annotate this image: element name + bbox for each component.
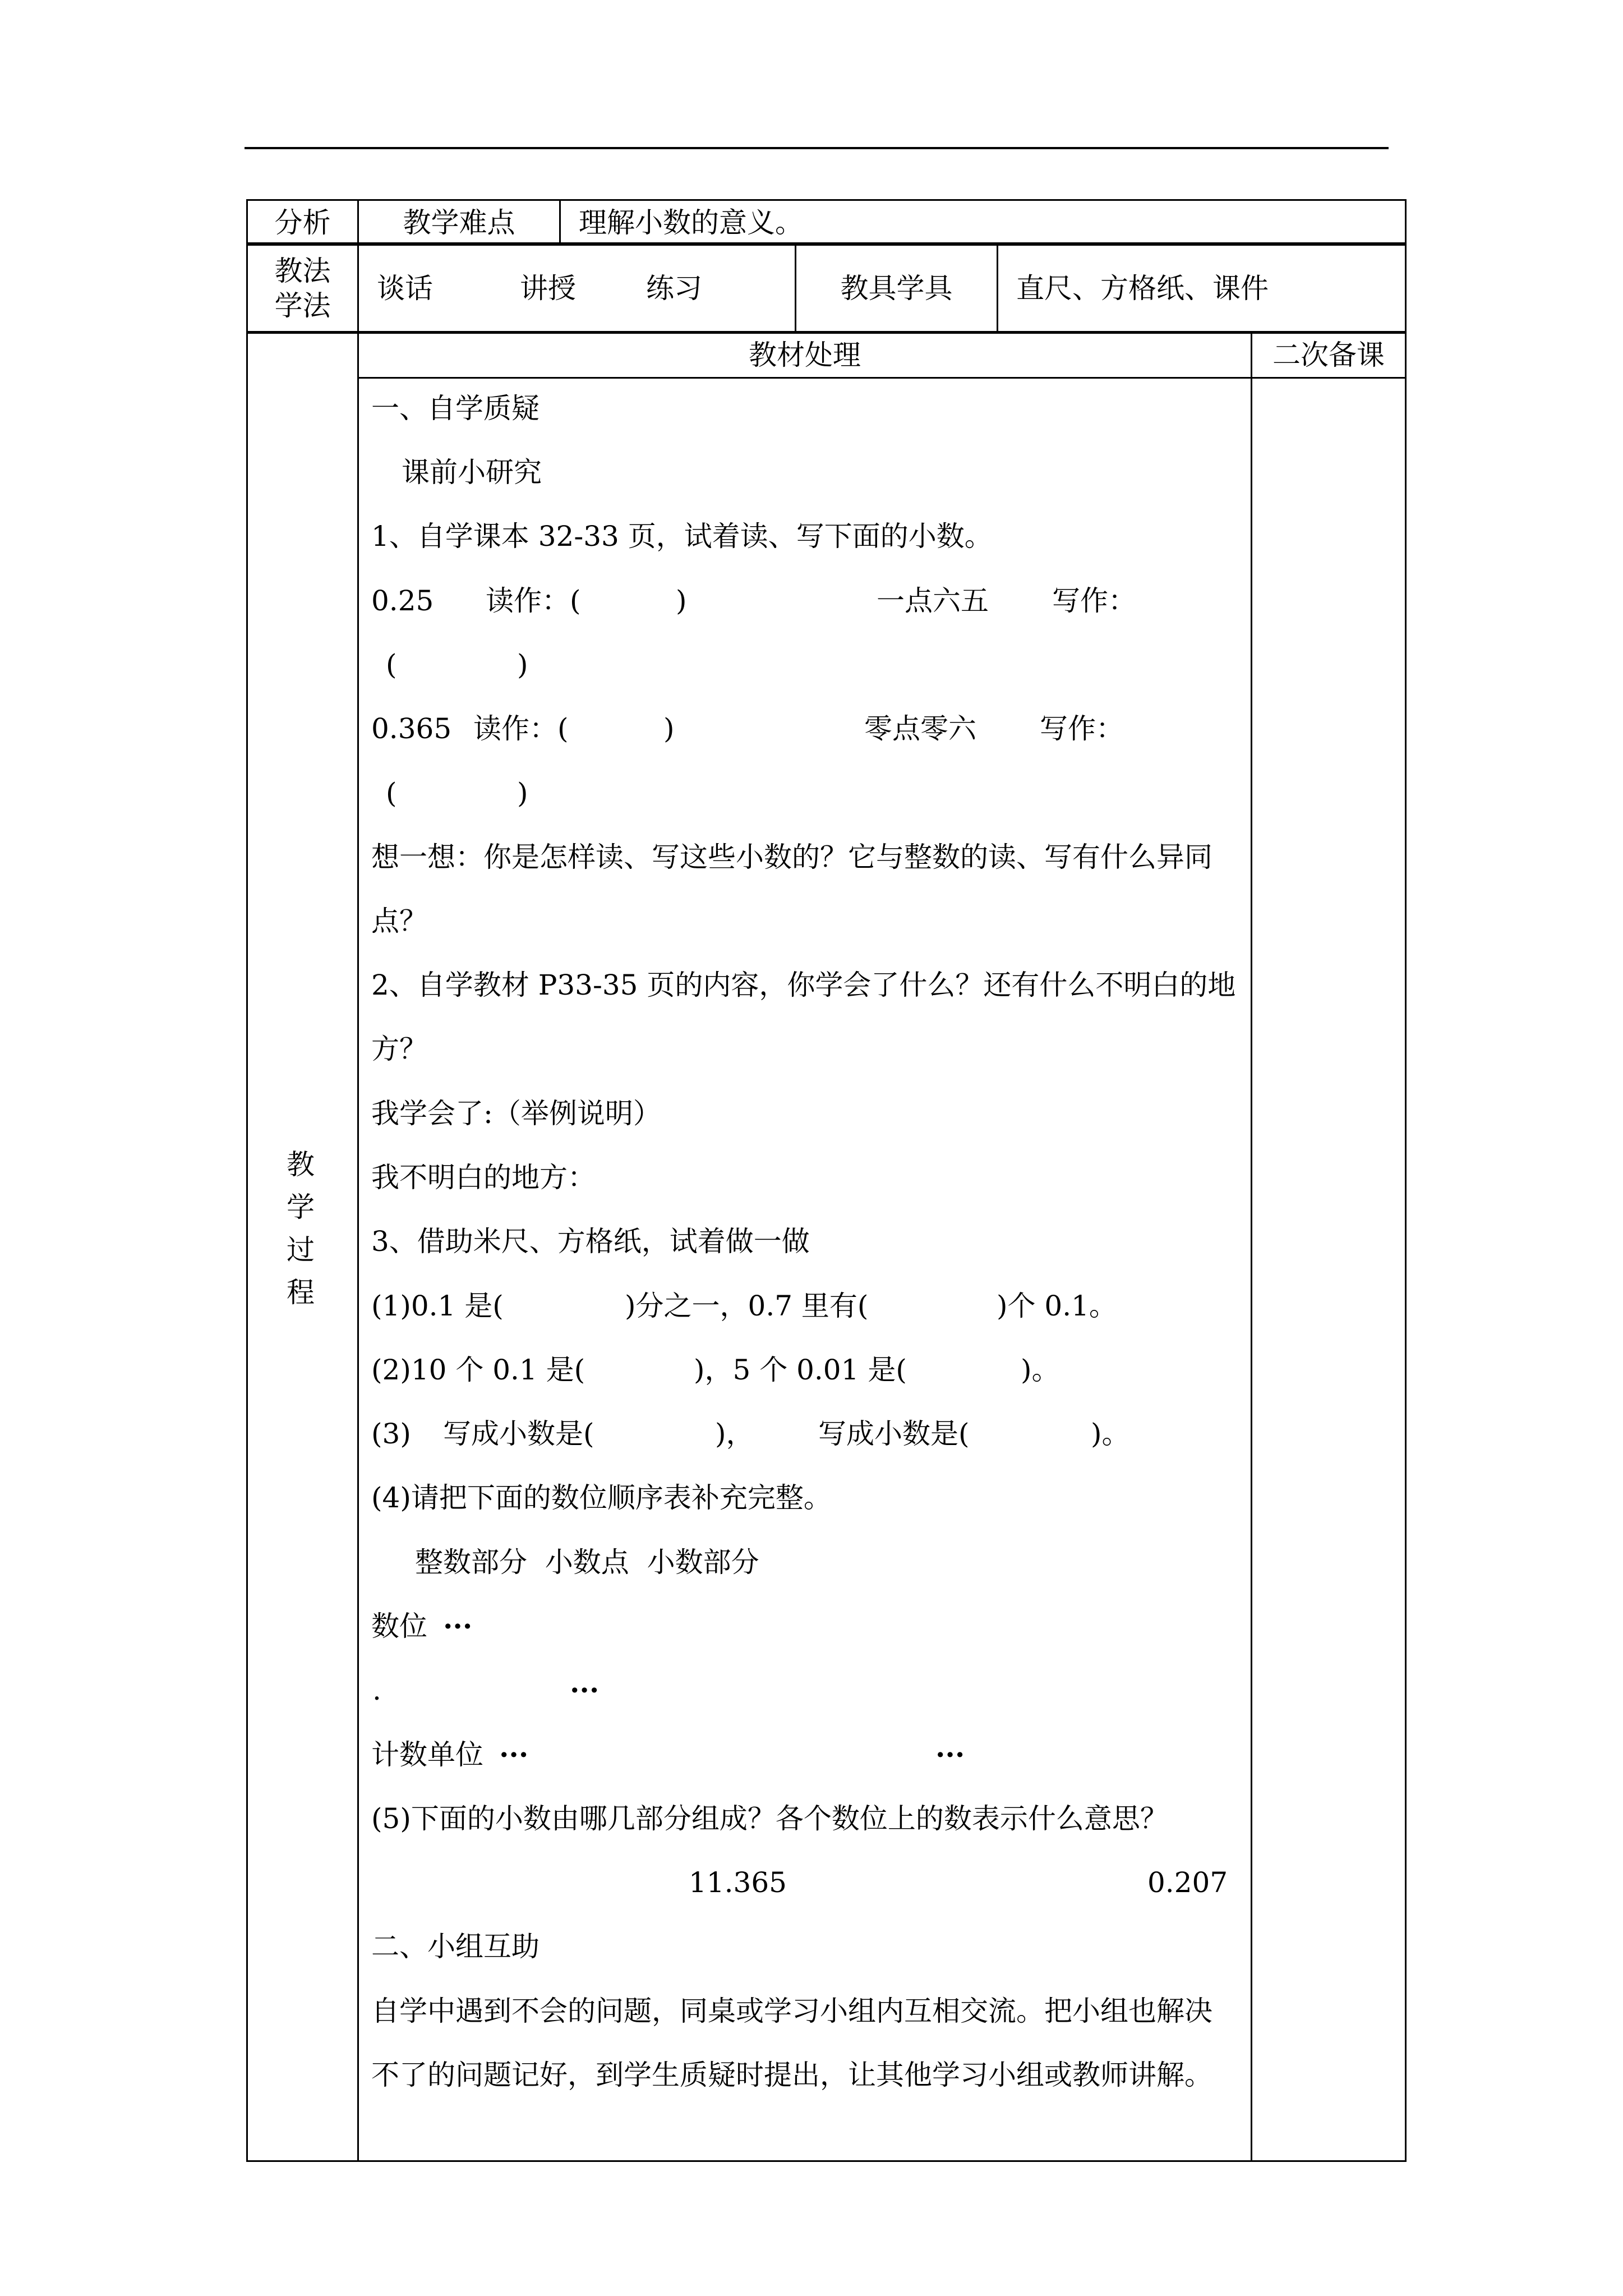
line-section2-p1: 自学中遇到不会的问题，同桌或学习小组内互相交流。把小组也解决	[371, 1995, 1212, 2027]
line-q3-3d: 写成小数是(	[818, 1418, 970, 1450]
line-think-cont: 点？	[371, 905, 427, 937]
line-q1-b-open2: (	[386, 777, 397, 809]
line-place-row-dots: ···	[443, 1609, 473, 1642]
analysis-label: 分析	[247, 200, 358, 245]
line-q3-2a: (2)10 个 0.1 是(	[371, 1354, 585, 1386]
method-talk: 谈话	[377, 272, 433, 305]
line-q3-3a: (3)	[371, 1418, 411, 1450]
method-label	[247, 243, 358, 333]
line-q1-a-read: 读作：(	[486, 585, 581, 617]
line-number-1: 11.365	[689, 1866, 787, 1899]
process-char-3: 过	[287, 1234, 315, 1266]
line-q3-1a: (1)0.1 是(	[371, 1290, 504, 1322]
line-q3-4: (4)请把下面的数位顺序表补充完整。	[371, 1481, 832, 1514]
line-q1-b-words: 零点零六	[864, 712, 976, 745]
line-unit-dots-1: ···	[499, 1738, 529, 1771]
material-content	[358, 378, 1252, 2161]
line-unit-label: 计数单位	[371, 1738, 483, 1771]
line-q1: 1、自学课本 32-33 页，试着读、写下面的小数。	[371, 520, 993, 553]
line-q1-a-close: )	[676, 585, 687, 617]
material-header: 教材处理	[358, 332, 1252, 378]
second-prep-content	[1252, 378, 1406, 2161]
line-q3-2b: )，5 个 0.01 是(	[694, 1354, 907, 1386]
line-unit-dots-2: ···	[935, 1738, 965, 1771]
process-char-4: 程	[287, 1276, 315, 1309]
process-char-2: 学	[287, 1191, 315, 1223]
method-lecture: 讲授	[520, 272, 576, 305]
line-q3-1b: )分之一，0.7 里有(	[625, 1290, 869, 1322]
line-q1-b-close2: )	[517, 777, 528, 809]
line-unclear: 我不明白的地方：	[371, 1161, 596, 1194]
row-analysis	[246, 199, 1407, 246]
line-q3-3b: 写成小数是(	[443, 1418, 594, 1450]
line-q1-b-close: )	[663, 712, 675, 745]
methods-cell	[358, 243, 796, 333]
tools-label: 教具学具	[796, 243, 998, 333]
line-number-2: 0.207	[1147, 1866, 1228, 1899]
line-q1-b-write: 写作：	[1040, 712, 1124, 745]
line-think: 想一想：你是怎样读、写这些小数的？它与整数的读、写有什么异同	[371, 841, 1212, 873]
line-q3-5: (5)下面的小数由哪几部分组成？各个数位上的数表示什么意思？	[371, 1802, 1168, 1835]
line-q1-a-num: 0.25	[371, 585, 434, 617]
line-section1-title: 一、自学质疑	[371, 392, 540, 425]
line-q1-a-write: 写作：	[1052, 585, 1136, 617]
line-section2-title: 二、小组互助	[371, 1930, 540, 1963]
line-q1-b-num: 0.365	[371, 712, 452, 745]
line-q3: 3、借助米尺、方格纸，试着做一做	[371, 1225, 810, 1258]
process-label	[284, 1143, 317, 1314]
row-methods	[246, 242, 1407, 334]
process-char-1: 教	[287, 1148, 315, 1181]
line-q2-cont: 方？	[371, 1033, 427, 1065]
method-label-line2: 学法	[274, 289, 331, 322]
difficulty-value: 理解小数的意义。	[560, 200, 1406, 245]
second-prep-header: 二次备课	[1252, 332, 1406, 378]
line-q1-a-close2: )	[517, 648, 528, 681]
line-q1-a-open2: (	[386, 648, 397, 681]
line-pre-study: 课前小研究	[402, 456, 542, 489]
line-q3-3e: )。	[1091, 1418, 1130, 1450]
difficulty-label: 教学难点	[358, 200, 560, 245]
line-q1-a-words: 一点六五	[877, 585, 989, 617]
line-q2: 2、自学教材 P33-35 页的内容，你学会了什么？还有什么不明白的地	[371, 969, 1236, 1001]
line-section2-p2: 不了的问题记好，到学生质疑时提出，让其他学习小组或教师讲解。	[371, 2059, 1212, 2091]
line-q1-b-read: 读作：(	[473, 712, 569, 745]
line-learned: 我学会了:（举例说明）	[371, 1097, 661, 1130]
line-place-headers: 整数部分 小数点 小数部分	[415, 1546, 759, 1579]
line-decimal-point: .	[372, 1674, 381, 1706]
line-q3-3c: )，	[715, 1418, 754, 1450]
method-practice: 练习	[646, 272, 702, 305]
method-label-line1: 教法	[274, 254, 331, 287]
line-q3-2c: )。	[1021, 1354, 1060, 1386]
line-q3-1c: )个 0.1。	[997, 1290, 1117, 1322]
line-decimal-dots: ···	[570, 1673, 600, 1706]
top-rule	[245, 147, 1389, 149]
tools-value: 直尺、方格纸、课件	[998, 243, 1406, 333]
line-place-row-label: 数位	[371, 1610, 427, 1642]
